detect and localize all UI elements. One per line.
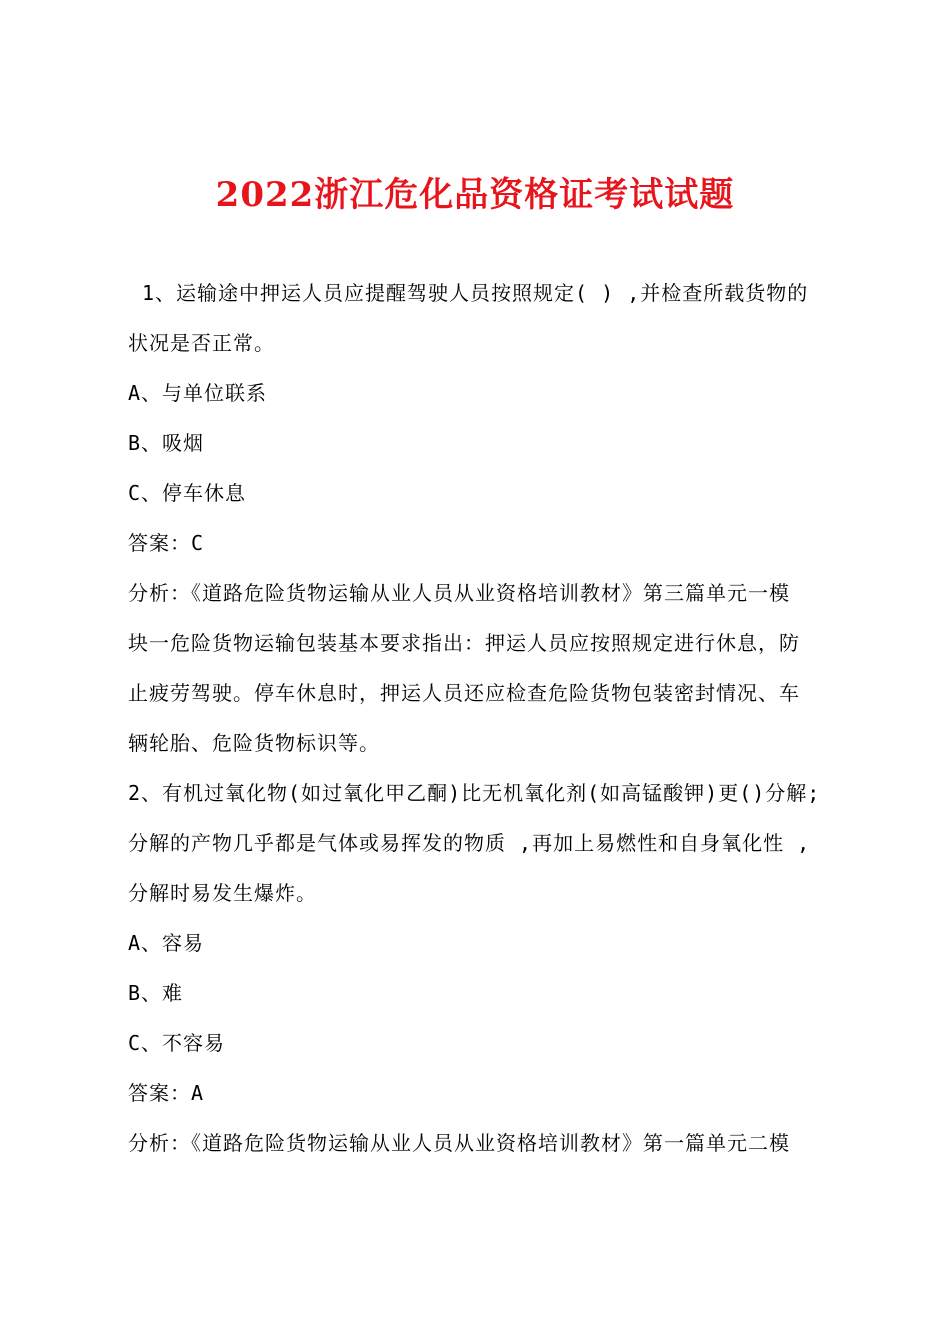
question-2-option-c: C、不容易 <box>128 1031 226 1055</box>
question-2-option-a: A、容易 <box>128 931 205 955</box>
question-2-stem-line-2: 分解的产物几乎都是气体或易挥发的物质 ,再加上易燃性和自身氧化性 , <box>128 831 811 855</box>
question-1-stem-line-1: 1、运输途中押运人员应提醒驾驶人员按照规定( ) ,并检查所载货物的 <box>142 281 809 305</box>
question-1-option-c: C、停车休息 <box>128 481 247 505</box>
document-title: 2022浙江危化品资格证考试试题 <box>215 175 735 215</box>
question-1-analysis-line-1: 分析：《道路危险货物运输从业人员从业资格培训教材》第三篇单元一模 <box>128 581 790 605</box>
question-2-stem-line-3: 分解时易发生爆炸。 <box>128 881 317 905</box>
question-2-analysis-line-1: 分析：《道路危险货物运输从业人员从业资格培训教材》第一篇单元二模 <box>128 1131 790 1155</box>
question-1-answer: 答案：C <box>128 531 205 555</box>
question-2-option-b: B、难 <box>128 981 184 1005</box>
question-1-analysis-line-4: 辆轮胎、危险货物标识等。 <box>128 731 380 755</box>
document-body <box>128 268 838 1168</box>
question-1-option-a: A、与单位联系 <box>128 381 268 405</box>
question-2-answer: 答案：A <box>128 1081 205 1105</box>
question-1-analysis-line-2: 块一危险货物运输包装基本要求指出：押运人员应按照规定进行休息，防 <box>128 631 800 655</box>
question-2-stem-line-1: 2、有机过氧化物(如过氧化甲乙酮)比无机氧化剂(如高锰酸钾)更()分解; <box>128 781 821 805</box>
question-1-option-b: B、吸烟 <box>128 431 205 455</box>
question-1-stem-line-2: 状况是否正常。 <box>128 331 275 355</box>
question-1-analysis-line-3: 止疲劳驾驶。停车休息时，押运人员还应检查危险货物包装密封情况、车 <box>128 681 800 705</box>
